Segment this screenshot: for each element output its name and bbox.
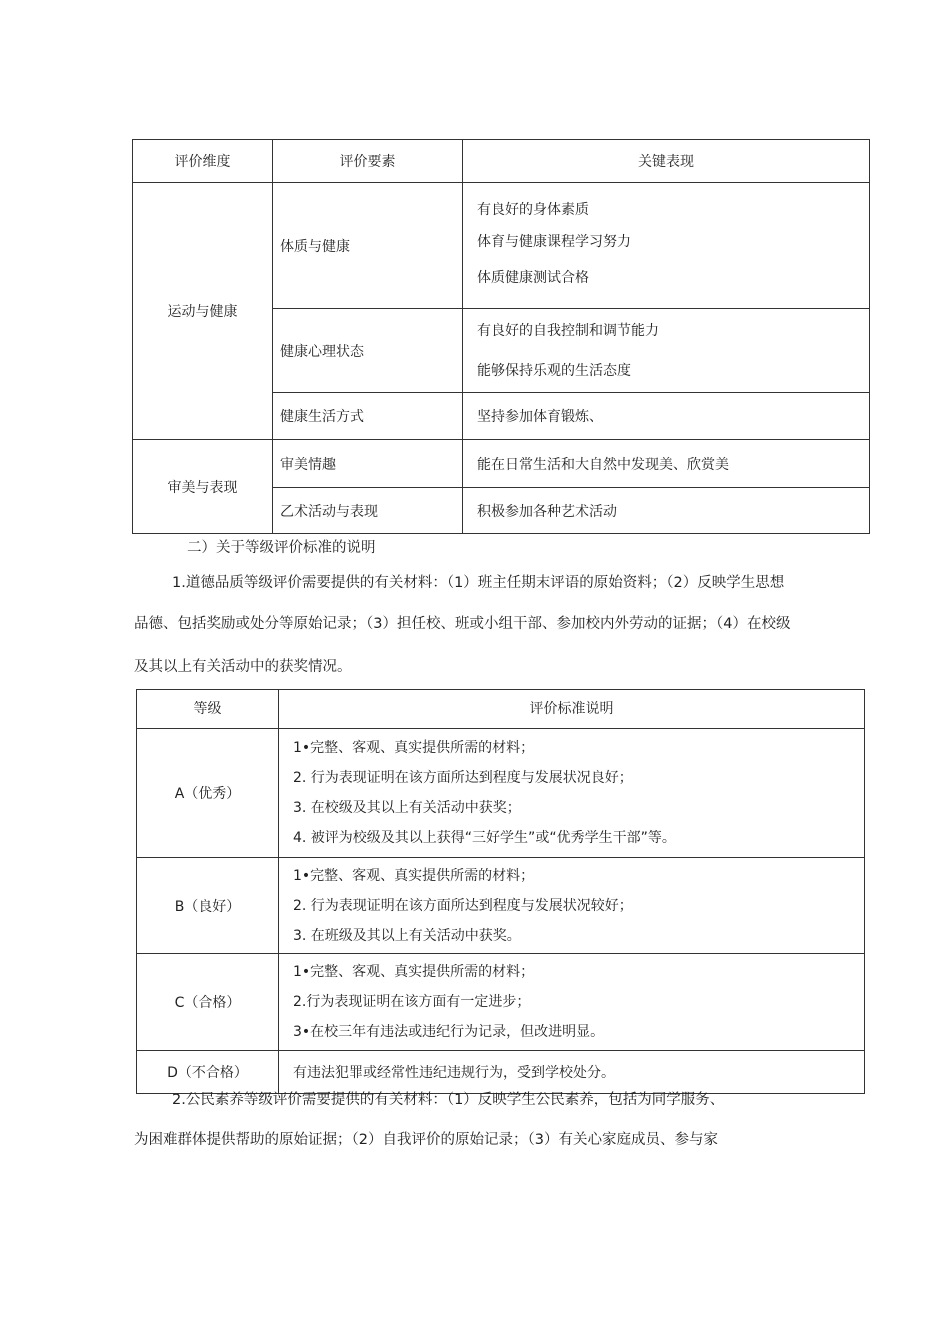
header-element: 评价要素 xyxy=(273,140,463,183)
performance-item: 有良好的自我控制和调节能力 xyxy=(477,322,659,339)
section-heading: 二）关于等级评价标准的说明 xyxy=(187,540,376,556)
table-row xyxy=(137,954,865,1051)
table-row xyxy=(133,183,870,309)
criteria-item: 1•完整、客观、真实提供所需的材料； xyxy=(293,740,535,756)
paragraph-line: 及其以上有关活动中的获奖情况。 xyxy=(134,659,352,675)
criteria-item: 1•完整、客观、真实提供所需的材料； xyxy=(293,964,535,980)
header-criteria: 评价标准说明 xyxy=(279,690,865,729)
paragraph-line: 2.公民素养等级评价需要提供的有关材料：（1）反映学生公民素养，包括为同学服务、 xyxy=(172,1092,725,1108)
performance-item: 体质健康测试合格 xyxy=(477,269,589,286)
grade-criteria-table xyxy=(136,689,865,1094)
criteria-cell xyxy=(279,954,865,1051)
element-cell: 审美情趣 xyxy=(273,440,463,488)
performance-cell: 积极参加各种艺术活动 xyxy=(463,488,870,534)
table-header-row xyxy=(133,140,870,183)
criteria-item: 2.行为表现证明在该方面有一定进步； xyxy=(293,994,531,1010)
table-row xyxy=(137,858,865,954)
element-cell: 体质与健康 xyxy=(273,183,463,309)
evaluation-dimension-table xyxy=(132,139,870,534)
header-dimension: 评价维度 xyxy=(133,140,273,183)
performance-cell xyxy=(463,183,870,309)
grade-cell: C（合格） xyxy=(137,954,279,1051)
dimension-cell: 运动与健康 xyxy=(133,183,273,440)
criteria-item: 3•在校三年有违法或违纪行为记录，但改进明显。 xyxy=(293,1024,605,1040)
criteria-item: 3. 在校级及其以上有关活动中获奖； xyxy=(293,800,521,816)
dimension-cell: 审美与表现 xyxy=(133,440,273,534)
element-cell: 健康心理状态 xyxy=(273,309,463,393)
performance-item: 有良好的身体素质 xyxy=(477,201,589,218)
performance-cell: 能在日常生活和大自然中发现美、欣赏美 xyxy=(463,440,870,488)
header-key-performance: 关键表现 xyxy=(463,140,870,183)
grade-cell: D（不合格） xyxy=(137,1051,279,1094)
table-row xyxy=(137,729,865,858)
paragraph-line: 为困难群体提供帮助的原始证据；（2）自我评价的原始记录；（3）有关心家庭成员、参与家 xyxy=(134,1132,718,1148)
criteria-item: 1•完整、客观、真实提供所需的材料； xyxy=(293,867,535,884)
paragraph-line: 1.道德品质等级评价需要提供的有关材料：（1）班主任期末评语的原始资料；（2）反映学生思想 xyxy=(172,575,785,591)
grade-cell: A（优秀） xyxy=(137,729,279,858)
element-cell: 乙术活动与表现 xyxy=(273,488,463,534)
criteria-item: 2. 行为表现证明在该方面所达到程度与发展状况较好； xyxy=(293,897,633,914)
criteria-cell xyxy=(279,729,865,858)
criteria-cell: 有违法犯罪或经常性违纪违规行为，受到学校处分。 xyxy=(279,1051,865,1094)
element-cell: 健康生活方式 xyxy=(273,393,463,440)
criteria-item: 2. 行为表现证明在该方面所达到程度与发展状况良好； xyxy=(293,770,633,786)
criteria-cell xyxy=(279,858,865,954)
paragraph-line: 品德、包括奖励或处分等原始记录；（3）担任校、班或小组干部、参加校内外劳动的证据；（4）在校级 xyxy=(134,616,791,632)
performance-item: 体育与健康课程学习努力 xyxy=(477,233,631,250)
performance-item: 能够保持乐观的生活态度 xyxy=(477,362,631,379)
table-header-row xyxy=(137,690,865,729)
performance-cell: 坚持参加体育锻炼、 xyxy=(463,393,870,440)
grade-cell: B（良好） xyxy=(137,858,279,954)
header-grade: 等级 xyxy=(137,690,279,729)
criteria-item: 3. 在班级及其以上有关活动中获奖。 xyxy=(293,927,521,944)
performance-cell xyxy=(463,309,870,393)
table-row xyxy=(133,440,870,488)
criteria-item: 4. 被评为校级及其以上获得“三好学生”或“优秀学生干部”等。 xyxy=(293,830,676,846)
